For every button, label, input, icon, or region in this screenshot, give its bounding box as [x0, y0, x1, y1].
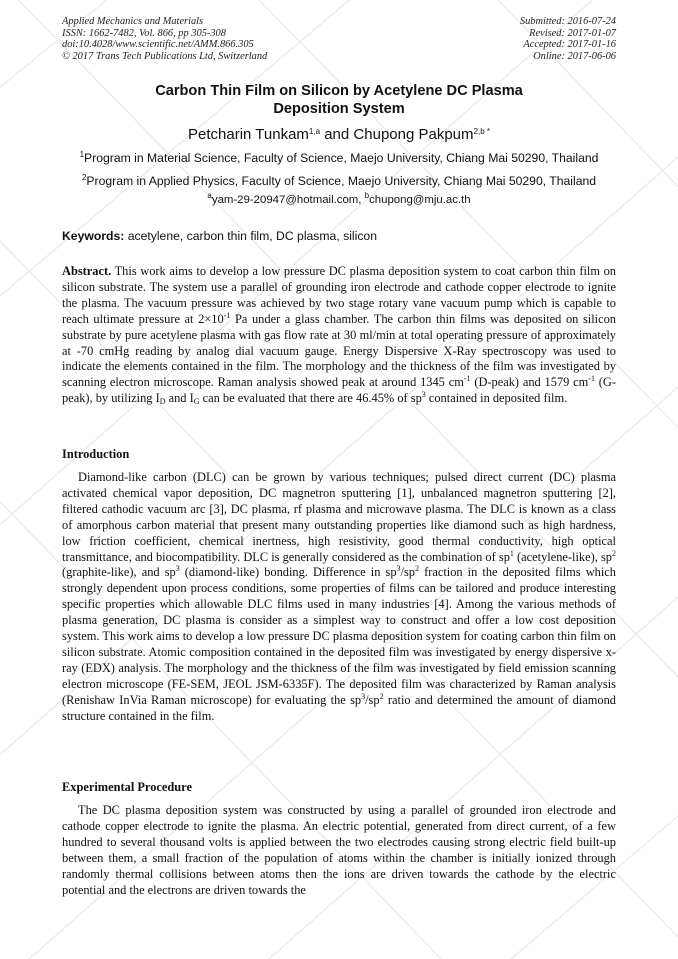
- subscript: D: [159, 397, 166, 407]
- author-2-affiliation-mark: 2,b *: [473, 127, 490, 136]
- intro-text: fraction in the deposited films which strongly dependent upon process conditions, some properties of films can be tailored and produce interesting specific properties which allowable DLC films used in many industries [4]. Among the various methods of plasma generation, DC plasma is consider as a simplest way to construct and offer a low cost deposition system. This work aims to develop a low pressure DC plasma deposition system for coating carbon thin film on silicon substrate. Atomic composition contained in the deposited film was investigated by energy dispersive x-ray (EDX) analysis. The morphology and the thickness of the film was investigated by field emission scanning electron microscope (FE-SEM, JEOL JSM-6335F). The deposited film was characterized by Raman analysis (Renishaw InVia Raman microscope) for evaluating the sp: [62, 565, 616, 707]
- abstract-text: and I: [165, 391, 194, 406]
- affiliation-1-number: 1: [79, 150, 85, 159]
- exponent: -1: [223, 310, 231, 320]
- introduction-paragraph: [62, 470, 616, 725]
- keywords-text: acetylene, carbon thin film, DC plasma, silicon: [124, 229, 377, 243]
- keywords-label: Keywords:: [62, 229, 125, 243]
- exponent: 2: [415, 564, 419, 574]
- intro-text: (diamond-like) bonding. Difference in sp: [179, 565, 397, 580]
- title-line-2: Deposition System: [273, 101, 405, 117]
- abstract-text: (G-peak), by utilizing I: [62, 375, 616, 406]
- affiliation-2-number: 2: [81, 173, 87, 182]
- author-1-affiliation-mark: 1,a: [308, 127, 321, 136]
- abstract-text: (D-peak) and 1579 cm: [470, 375, 589, 390]
- exponent: 2: [379, 691, 384, 701]
- keywords-line: [62, 229, 616, 243]
- affiliation-2: [62, 174, 616, 188]
- intro-text: (acetylene-like), sp: [513, 549, 612, 564]
- online-date: Online: 2017-06-06: [533, 50, 616, 62]
- section-heading-experimental: Experimental Procedure: [62, 780, 192, 794]
- abstract-paragraph: [62, 264, 616, 407]
- submitted-date: Submitted: 2016-07-24: [519, 16, 616, 27]
- issn-info: ISSN: 1662-7482, Vol. 866, pp 305-308: [62, 27, 226, 39]
- journal-name: Applied Mechanics and Materials: [62, 16, 204, 27]
- exponent: -1: [463, 374, 471, 384]
- abstract-text: contained in deposited film.: [425, 391, 568, 406]
- intro-text: /sp: [365, 692, 380, 707]
- copyright-notice: © 2017 Trans Tech Publications Ltd, Switzerland: [62, 50, 268, 62]
- email-a-link[interactable]: yam-29-20947@hotmail.com,: [211, 194, 365, 206]
- exponent: 3: [421, 390, 426, 400]
- exponent: 3: [175, 564, 180, 574]
- intro-text: /sp: [400, 565, 415, 580]
- abstract-text: can be evaluated that there are 46.45% of sp: [199, 391, 422, 406]
- affiliation-1: [62, 151, 616, 165]
- email-a-mark: a: [207, 191, 212, 200]
- experimental-paragraph: The DC plasma deposition system was constructed by using a parallel of grounded iron electrode and cathode copper electrode to ignite the plasma. An electric potential, generated from direct current, of a few hundred to several thousand volts is applied between the two electrodes causing strong electric field built-up between them, a small fraction of the population of atoms within the chamber is initially ionized through randomly thermal collisions between atoms then the ions are driven towards the cathode by the electric potential and the electrons are driven towards the: [62, 803, 616, 897]
- accepted-date: Accepted: 2017-01-16: [523, 39, 616, 51]
- affiliation-1-text: Program in Material Science, Faculty of Science, Maejo University, Chiang Mai 50290, Thailand: [84, 151, 599, 165]
- author-2: Chupong Pakpum: [353, 126, 474, 143]
- subscript: G: [193, 397, 200, 407]
- email-b-link[interactable]: chupong@mju.ac.th: [369, 194, 471, 206]
- exponent: -1: [588, 374, 595, 384]
- abstract-label: Abstract.: [62, 264, 112, 278]
- author-emails: [62, 191, 616, 206]
- author-separator: and: [320, 126, 354, 143]
- author-1: Petcharin Tunkam: [188, 126, 309, 143]
- intro-text: Diamond-like carbon (DLC) can be grown by various techniques; pulsed direct current (DC) plasma activated chemical vapor deposition, DC magnetron sputtering [1], unbalanced magnetron sputtering [2], filtered cathodic vacuum arc [3], DC plasma, rf plasma and microwave plasma. The DLC is known as a class of amorphous carbon material that present many outstanding properties like diamond such as high hardness, low friction coefficient, chemical inertness, high resistivity, good thermal conductivity, high optical transmittance, and biocompatibility. DLC is generally considered as the combination of sp: [62, 470, 616, 564]
- title-line-1: Carbon Thin Film on Silicon by Acetylene DC Plasma: [155, 83, 523, 99]
- exponent: 3: [396, 564, 401, 574]
- abstract-text: Pa under a glass chamber. The carbon thin films was deposited on silicon substrate by pure acetylene plasma with gas flow rate at 30 ml/min at total operating pressure of approximately at -70 cmHg reading by analog dial vacuum gauge. Energy Dispersive X-Ray spectroscopy was used to indicate the elements contained in the film. The morphology and the thickness of the film was investigated by scanning electron microscope. Raman analysis showed peak at around 1345 cm: [62, 311, 616, 390]
- intro-text: (graphite-like), and sp: [62, 565, 176, 580]
- journal-header-left: [62, 16, 267, 62]
- email-b-mark: b: [364, 191, 370, 200]
- abstract-text: This work aims to develop a low pressure DC plasma deposition system to coat carbon thin film on silicon substrate. The system use a parallel of grounding iron electrode and cathode copper electrode to ignite the plasma. The vacuum pressure was achieved by two stage rotary vane vacuum pump which is capable to reach ultimate pressure at 2×10: [62, 264, 616, 326]
- section-heading-introduction: Introduction: [62, 447, 130, 461]
- intro-text: ratio and determined the amount of diamond structure contained in the film.: [62, 692, 616, 723]
- exponent: 3: [361, 691, 366, 701]
- affiliation-2-text: Program in Applied Physics, Faculty of Science, Maejo University, Chiang Mai 50290, Thailand: [86, 174, 597, 188]
- journal-header-right: [520, 16, 616, 62]
- revised-date: Revised: 2017-01-07: [529, 27, 616, 39]
- exponent: 2: [612, 548, 616, 558]
- exponent: 1: [509, 548, 514, 558]
- doi-link[interactable]: doi:10.4028/www.scientific.net/AMM.866.305: [62, 39, 254, 51]
- paper-title: [62, 82, 616, 118]
- author-list: [62, 126, 616, 143]
